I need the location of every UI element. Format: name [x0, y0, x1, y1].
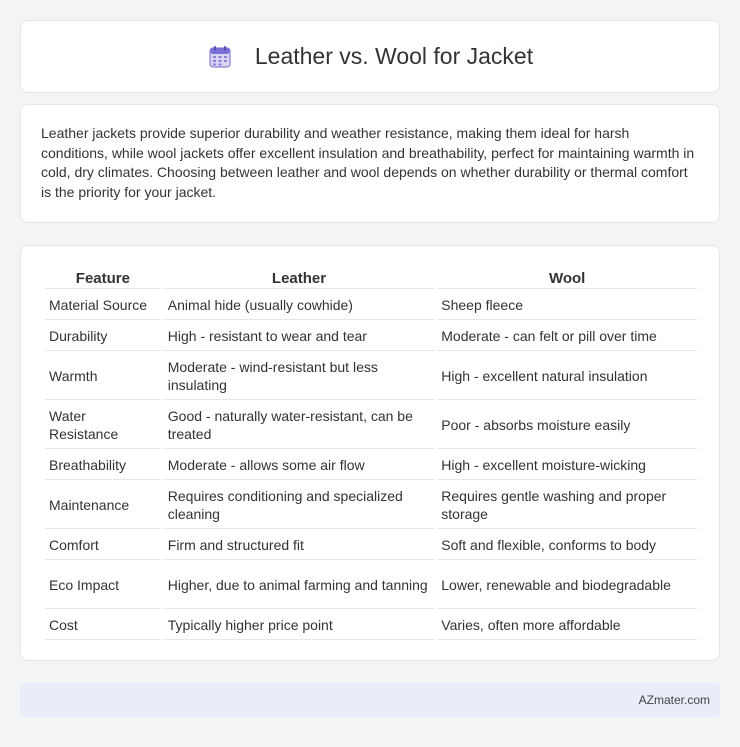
feature-cell: Eco Impact: [45, 560, 161, 609]
wool-cell: Varies, often more affordable: [437, 609, 697, 640]
leather-cell: Firm and structured fit: [164, 529, 435, 560]
feature-cell: Warmth: [45, 351, 161, 400]
calendar-icon: [207, 44, 233, 70]
table-row: [45, 529, 697, 560]
feature-cell: Comfort: [45, 529, 161, 560]
feature-cell: Material Source: [45, 289, 161, 320]
leather-cell: Moderate - allows some air flow: [164, 449, 435, 480]
feature-cell: Maintenance: [45, 480, 161, 529]
table-row: [45, 449, 697, 480]
feature-cell: Breathability: [45, 449, 161, 480]
wool-cell: High - excellent moisture-wicking: [437, 449, 697, 480]
wool-cell: High - excellent natural insulation: [437, 351, 697, 400]
wool-cell: Requires gentle washing and proper storage: [437, 480, 697, 529]
column-header-wool: Wool: [437, 265, 697, 289]
intro-card: [20, 104, 720, 223]
footer-site-name: AZmater.com: [638, 693, 710, 707]
feature-cell: Cost: [45, 609, 161, 640]
title-card: [20, 20, 720, 93]
intro-paragraph: Leather jackets provide superior durability and weather resistance, making them ideal for harsh conditions, while wool jackets offer excellent insulation and breathability, perfect for maintaining warmth in cold, dry climates. Choosing between leather and wool depends on whether durability or thermal comfort is the priority for your jacket.: [41, 125, 695, 200]
leather-cell: Higher, due to animal farming and tanning: [164, 560, 435, 609]
feature-cell: Durability: [45, 320, 161, 351]
wool-cell: Poor - absorbs moisture easily: [437, 400, 697, 449]
leather-cell: Typically higher price point: [164, 609, 435, 640]
table-row: [45, 351, 697, 400]
table-row: [45, 560, 697, 609]
table-row: [45, 480, 697, 529]
table-row: [45, 320, 697, 351]
table-row: [45, 400, 697, 449]
leather-cell: High - resistant to wear and tear: [164, 320, 435, 351]
comparison-table: [42, 265, 700, 640]
wool-cell: Moderate - can felt or pill over time: [437, 320, 697, 351]
column-header-leather: Leather: [164, 265, 435, 289]
table-row: [45, 289, 697, 320]
leather-cell: Animal hide (usually cowhide): [164, 289, 435, 320]
wool-cell: Lower, renewable and biodegradable: [437, 560, 697, 609]
comparison-card: [20, 245, 720, 661]
page-title: Leather vs. Wool for Jacket: [254, 43, 534, 69]
leather-cell: Good - naturally water-resistant, can be treated: [164, 400, 435, 449]
wool-cell: Sheep fleece: [437, 289, 697, 320]
leather-cell: Moderate - wind-resistant but less insulating: [164, 351, 435, 400]
feature-cell: Water Resistance: [45, 400, 161, 449]
footer-bar: [20, 683, 720, 717]
table-row: [45, 609, 697, 640]
column-header-feature: Feature: [45, 265, 161, 289]
wool-cell: Soft and flexible, conforms to body: [437, 529, 697, 560]
leather-cell: Requires conditioning and specialized cleaning: [164, 480, 435, 529]
